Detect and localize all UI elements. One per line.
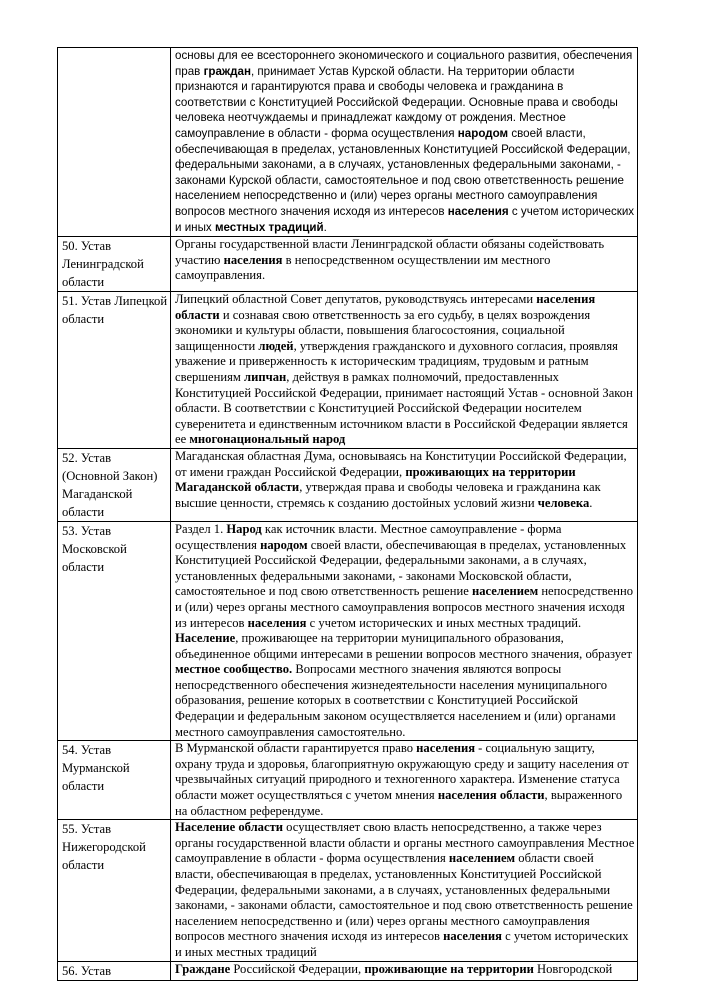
row-text-cell: [171, 820, 638, 961]
bold-term: местных традиций: [214, 220, 324, 234]
bold-term: народом: [260, 537, 308, 552]
bold-term: липчан: [244, 369, 287, 384]
row-label: 54. Устав Мурманской области: [62, 743, 130, 794]
row-text: [175, 820, 635, 960]
table-row: [58, 820, 638, 961]
bold-term: населения: [223, 252, 283, 267]
text-run: , утверждения гражданского и духовного согласия, проявляя уважение и приверженность к историческим традициям, трудовым и ратным свершениям: [175, 338, 618, 384]
bold-term: проживающих на территории Магаданской области: [175, 464, 576, 495]
text-run: непосредственно и (или) через органы местного самоуправления вопросов местного значения исходя из интересов: [175, 584, 634, 630]
row-text-cell: [171, 448, 638, 521]
text-run: своей власти, обеспечивающая в пределах, установленных Конституцией Российской Федерации, федеральными законами, а в случаях, установленных федеральными законами, - законами Московской области, самостоятельное и под свою ответственность решение: [175, 537, 627, 599]
bold-term: Граждане: [175, 961, 231, 976]
row-label: 52. Устав (Основной Закон) Магаданской области: [62, 450, 158, 519]
text-run: своей власти, обеспечивающая в пределах, установленных Конституцией Российской Федерации, федеральными законами, а в случаях, установленных федеральными законами, - законами Курской области, самостоятельное и под свою ответственность решение населением непосредственно и (или) через органы местного самоуправления вопросов местного значения исходя из интересов: [175, 126, 631, 218]
row-text: [175, 449, 635, 511]
table-row: [58, 48, 638, 237]
row-text: [175, 237, 635, 284]
row-text: [175, 962, 635, 978]
statute-table: [57, 47, 638, 981]
row-text: [175, 522, 635, 740]
bold-term: многонациональный народ: [189, 432, 346, 447]
text-run: - социальную защиту, охрану труда и здоровья, благоприятную окружающую среду и защиту населения от чрезвычайных ситуаций природного и техногенного характера. Изменение статуса области может осуществляться с учетом мнения: [175, 741, 629, 803]
bold-term: людей: [258, 338, 294, 353]
text-run: .: [589, 495, 593, 510]
text-run: с учетом исторических и иных местных традиций.: [306, 615, 582, 630]
row-label-cell: [58, 48, 171, 237]
row-text-cell: [171, 521, 638, 740]
text-run: .: [323, 220, 327, 234]
bold-term: Народ: [226, 521, 262, 536]
text-run: в непосредственном осуществлении им местного самоуправления.: [175, 252, 551, 283]
text-run: области своей власти, обеспечивающая в пределах, установленных Конституцией Российской Федерации, федеральными законами, а в случаях, установленных федеральными законами, - законами области, самостоятельное и под свою ответственность решение населением непосредственно и (или) через органы местного самоуправления вопросов местного значения исходя из интересов: [175, 851, 633, 944]
text-run: Новгородской: [533, 961, 613, 976]
bold-term: населением: [448, 851, 516, 866]
text-run: Вопросами местного значения являются вопросы непосредственного обеспечения жизнедеятельности населения муниципального образования, решение которых в соответствии с Конституцией Российской Федерации и федеральным законом осуществляется населением и (или) органами местного самоуправления самостоятельно.: [175, 662, 616, 739]
bold-term: населения: [443, 929, 502, 944]
text-run: , утверждая права и свободы человека и гражданина как высшие ценности, стремясь к созданию достойных условий жизни: [175, 480, 601, 510]
text-run: , выраженного на областном референдуме.: [175, 788, 623, 818]
row-text-cell: [171, 961, 638, 980]
row-label-cell: [58, 292, 171, 449]
row-label-cell: [58, 521, 171, 740]
row-label: 51. Устав Липецкой области: [62, 294, 168, 326]
bold-term: проживающие на территории: [364, 961, 534, 976]
text-run: Российской Федерации,: [230, 961, 365, 976]
row-text-cell: [171, 48, 638, 237]
row-label: 53. Устав Московской области: [62, 523, 127, 574]
row-text: [175, 292, 635, 448]
row-label-cell: [58, 448, 171, 521]
row-text: [175, 48, 635, 235]
bold-term: населением: [471, 584, 539, 599]
bold-term: Население области: [175, 820, 284, 835]
bold-term: человека: [537, 495, 590, 510]
row-label: 50. Устав Ленинградской области: [62, 239, 144, 289]
text-run: с учетом исторических и иных местных традиций: [175, 929, 629, 959]
bold-term: населения: [247, 615, 307, 630]
text-run: Раздел 1.: [175, 521, 227, 536]
table-row: [58, 741, 638, 820]
row-label: 56. Устав: [62, 963, 112, 978]
bold-term: граждан: [203, 64, 251, 78]
bold-term: Население: [175, 631, 236, 646]
table-row: [58, 292, 638, 449]
table-row: [58, 448, 638, 521]
row-text-cell: [171, 292, 638, 449]
text-run: Липецкий областной Совет депутатов, руководствуясь интересами: [175, 292, 537, 306]
text-run: с учетом исторических и иных: [175, 204, 635, 234]
row-label-cell: [58, 961, 171, 980]
row-label-cell: [58, 237, 171, 292]
bold-term: населения области: [175, 292, 596, 322]
bold-term: народом: [457, 126, 509, 140]
row-text-cell: [171, 237, 638, 292]
row-label: 55. Устав Нижегородской области: [62, 822, 146, 873]
text-run: Органы государственной власти Ленинградской области обязаны содействовать участию: [175, 237, 605, 267]
text-run: Магаданская областная Дума, основываясь на Конституции Российской Федерации, от имени граждан Российской Федерации,: [175, 448, 627, 479]
bold-term: населения: [447, 204, 509, 218]
text-run: , действуя в рамках полномочий, предоставленных Конституцией Российской Федерации, принимает настоящий Устав - основной Закон области. В соответствии с Конституцией Российской Федерации носителем суверенитета и единственным источником власти в Российской Федерации является ее: [175, 369, 633, 447]
text-run: как источник власти. Местное самоуправление - форма осуществления: [175, 521, 562, 552]
row-text: [175, 741, 635, 819]
text-run: и сознавая свою ответственность за его судьбу, в целях возрождения экономики и культуры области, повышения благосостояния, социальной защищенности: [175, 307, 591, 353]
text-run: , принимает Устав Курской области. На территории области признаются и гарантируются права и свободы человека и гражданина в соответствии с Конституцией Российской Федерации. Основные права и свободы человека неотчуждаемы и принадлежат каждому от рождения. Местное самоуправление в области - форма осуществления: [175, 64, 618, 140]
table-row: [58, 521, 638, 740]
row-text-cell: [171, 741, 638, 820]
text-run: основы для ее всестороннего экономического и социального развития, обеспечения прав: [175, 49, 633, 78]
bold-term: местное сообщество.: [175, 662, 293, 677]
row-label-cell: [58, 741, 171, 820]
text-run: В Мурманской области гарантируется право: [175, 741, 417, 756]
table-row: [58, 237, 638, 292]
text-run: осуществляет свою власть непосредственно, а также через органы государственной власти области и органы местного самоуправления Местное самоуправление в области - форма осуществления: [175, 820, 635, 866]
row-label-cell: [58, 820, 171, 961]
table-row: [58, 961, 638, 980]
text-run: , проживающее на территории муниципального образования, объединенное общими интересами в решении вопросов местного значения, образует: [175, 631, 632, 661]
bold-term: населения области: [437, 788, 545, 803]
bold-term: населения: [416, 741, 476, 756]
